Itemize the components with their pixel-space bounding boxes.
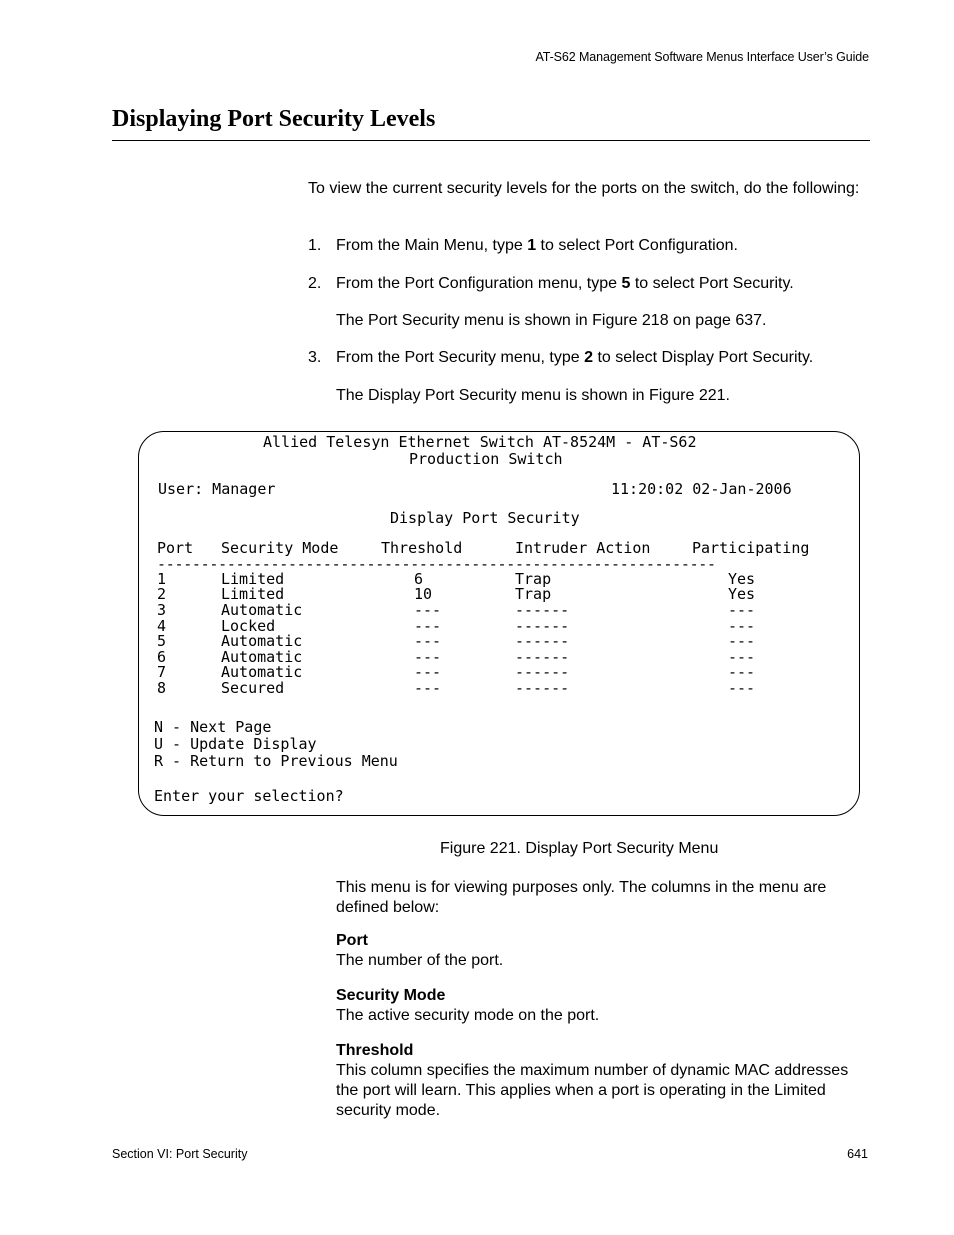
footer-section: Section VI: Port Security [112, 1147, 248, 1161]
threshold-cell: --- [414, 601, 442, 619]
section-title: Displaying Port Security Levels [112, 106, 436, 132]
port-cell: 1 [157, 570, 167, 588]
step-text: From the Port Configuration menu, type 5 to select Port Security. [336, 275, 794, 292]
running-header: AT-S62 Management Software Menus Interface User’s Guide [535, 50, 869, 64]
port-cell: 7 [157, 663, 167, 681]
title-rule [112, 140, 870, 141]
threshold-cell: 10 [414, 585, 433, 603]
terminal-screen-title: Display Port Security [390, 509, 580, 527]
menu-option-return: R - Return to Previous Menu [154, 752, 398, 770]
port-cell: 4 [157, 617, 167, 635]
footer-page-number: 641 [847, 1147, 868, 1161]
participating-cell: Yes [728, 585, 756, 603]
action-cell: ------ [515, 648, 570, 666]
column-header-intruder-action: Intruder Action [515, 539, 651, 557]
column-header-security-mode: Security Mode [221, 539, 339, 557]
step-key: 1 [527, 237, 537, 254]
port-cell: 5 [157, 632, 167, 650]
threshold-cell: --- [414, 679, 442, 697]
definition-term: Security Mode [336, 987, 446, 1004]
definition-security-mode [336, 986, 866, 1026]
mode-cell: Automatic [221, 648, 303, 666]
terminal-user: User: Manager [158, 480, 276, 498]
definition-term: Port [336, 932, 368, 949]
column-header-threshold: Threshold [381, 539, 463, 557]
step-number: 2. [308, 275, 322, 292]
threshold-cell: --- [414, 617, 442, 635]
threshold-cell: --- [414, 648, 442, 666]
mode-cell: Automatic [221, 632, 303, 650]
step-text: From the Main Menu, type 1 to select Port Configuration. [336, 237, 738, 254]
terminal-subtitle: Production Switch [409, 450, 563, 468]
definition-desc: The number of the port. [336, 952, 504, 969]
action-cell: ------ [515, 663, 570, 681]
definition-port [336, 931, 866, 971]
column-divider: ---------------------------------------------------------------- [157, 555, 716, 573]
step-key: 5 [621, 275, 631, 292]
step-key: 2 [584, 349, 593, 366]
participating-cell: --- [728, 632, 756, 650]
mode-cell: Automatic [221, 663, 303, 681]
threshold-cell: --- [414, 663, 442, 681]
port-cell: 3 [157, 601, 167, 619]
column-header-port: Port [157, 539, 194, 557]
after-paragraph: This menu is for viewing purposes only. The columns in the menu are defined below: [336, 879, 827, 916]
action-cell: Trap [515, 585, 552, 603]
action-cell: Trap [515, 570, 552, 588]
mode-cell: Locked [221, 617, 276, 635]
definition-desc: The active security mode on the port. [336, 1007, 600, 1024]
mode-cell: Limited [221, 585, 285, 603]
participating-cell: --- [728, 601, 756, 619]
terminal-datetime: 11:20:02 02-Jan-2006 [611, 480, 792, 498]
port-cell: 6 [157, 648, 167, 666]
step-number: 1. [308, 237, 322, 254]
threshold-cell: --- [414, 632, 442, 650]
participating-cell: --- [728, 617, 756, 635]
step-3-note: The Display Port Security menu is shown in Figure 221. [336, 387, 730, 404]
menu-option-next-page: N - Next Page [154, 718, 272, 736]
column-header-participating: Participating [692, 539, 810, 557]
action-cell: ------ [515, 617, 570, 635]
mode-cell: Limited [221, 570, 285, 588]
mode-cell: Automatic [221, 601, 303, 619]
participating-cell: Yes [728, 570, 756, 588]
participating-cell: --- [728, 663, 756, 681]
action-cell: ------ [515, 679, 570, 697]
step-number: 3. [308, 349, 322, 366]
menu-option-update-display: U - Update Display [154, 735, 317, 753]
definition-threshold [336, 1041, 866, 1121]
participating-cell: --- [728, 648, 756, 666]
step-2-note: The Port Security menu is shown in Figure 218 on page 637. [336, 312, 767, 329]
definition-desc: This column specifies the maximum number of dynamic MAC addresses the port will learn. This applies when a port is operating in the Limited security mode. [336, 1062, 849, 1119]
action-cell: ------ [515, 632, 570, 650]
terminal-title: Allied Telesyn Ethernet Switch AT-8524M - AT-S62 [263, 433, 697, 451]
mode-cell: Secured [221, 679, 285, 697]
intro-paragraph: To view the current security levels for the ports on the switch, do the following: [308, 180, 860, 197]
port-cell: 2 [157, 585, 167, 603]
figure-caption: Figure 221. Display Port Security Menu [440, 840, 719, 857]
definition-term: Threshold [336, 1042, 414, 1059]
participating-cell: --- [728, 679, 756, 697]
step-text: From the Port Security menu, type 2 to select Display Port Security. [336, 349, 814, 366]
selection-prompt: Enter your selection? [154, 787, 344, 805]
threshold-cell: 6 [414, 570, 424, 588]
port-cell: 8 [157, 679, 167, 697]
action-cell: ------ [515, 601, 570, 619]
